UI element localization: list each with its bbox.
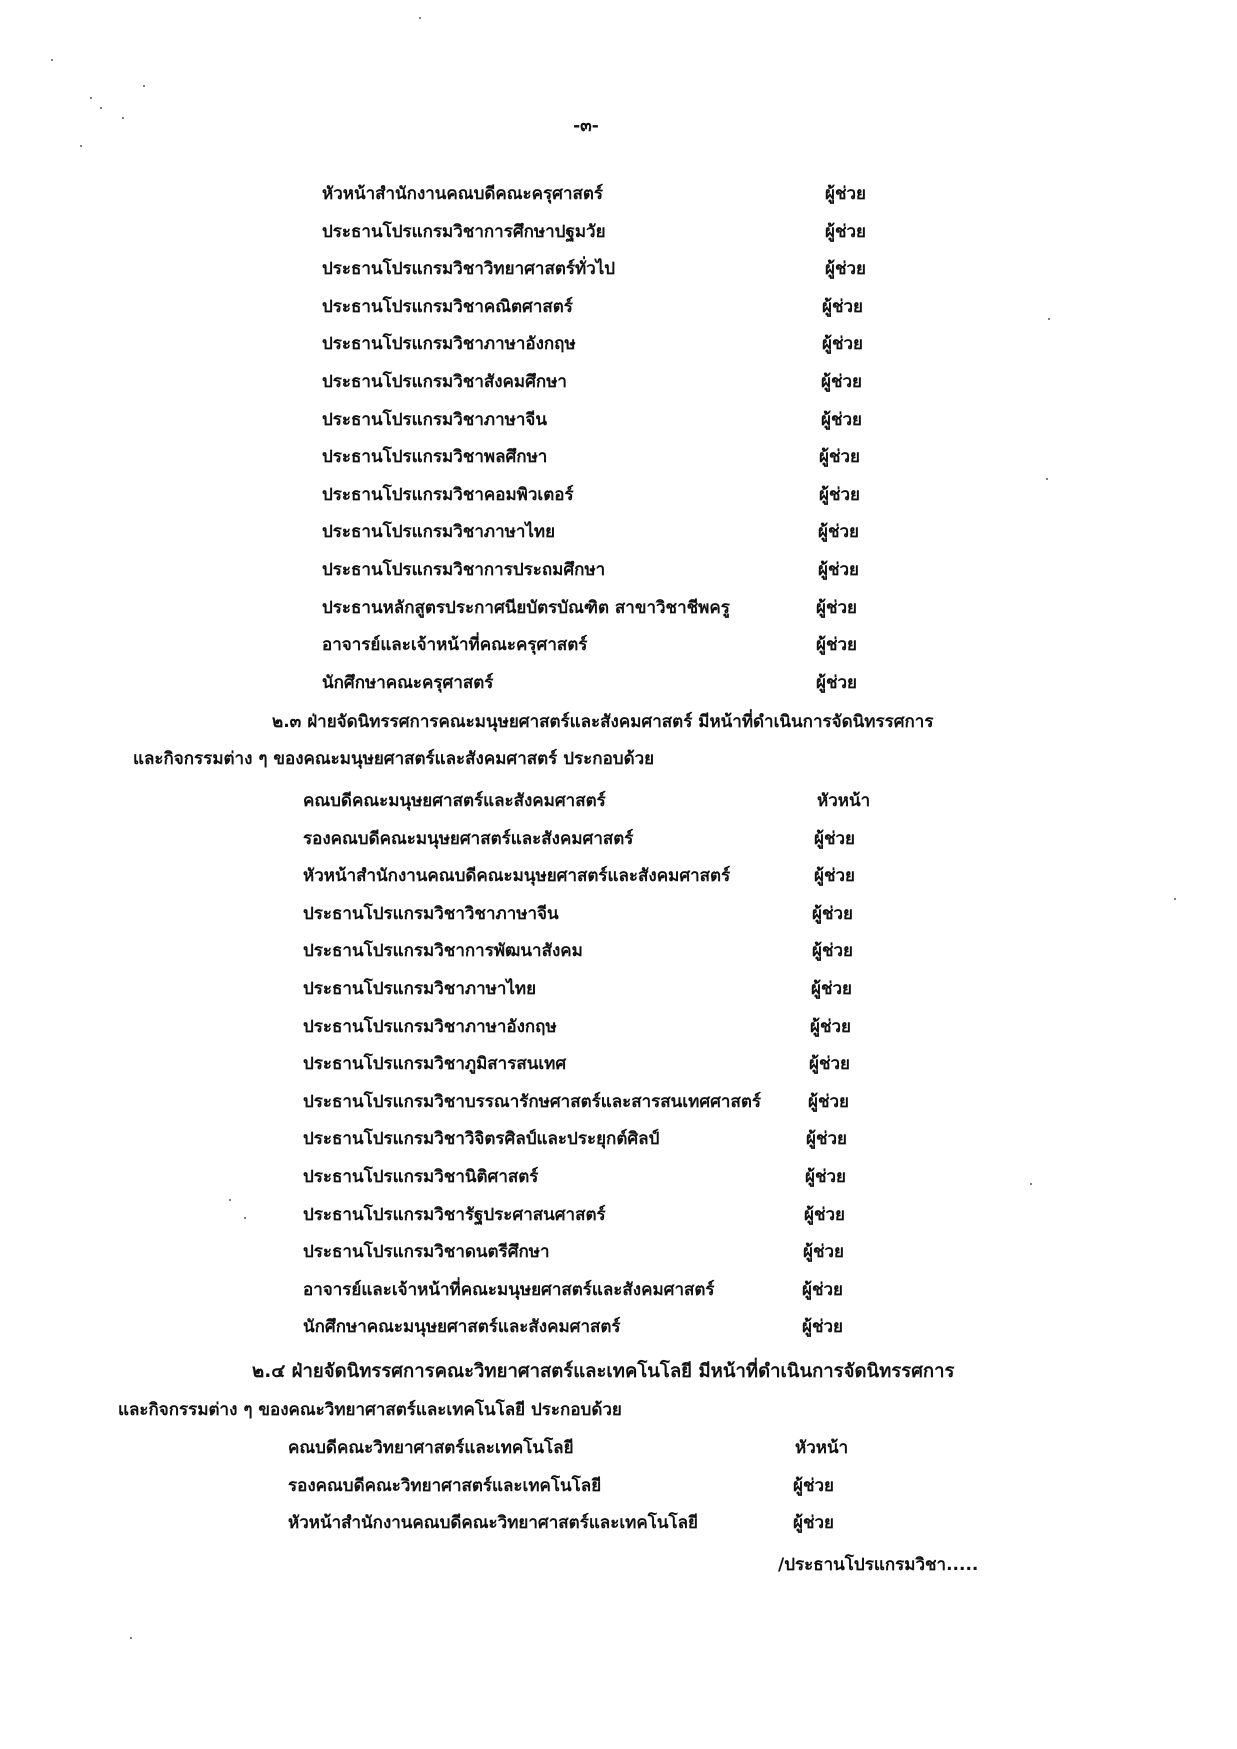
member-role: ผู้ช่วย xyxy=(803,1242,845,1263)
list-row xyxy=(322,514,882,552)
humanities-committee-list xyxy=(303,783,893,1347)
list-row xyxy=(303,1046,893,1084)
member-role: ผู้ช่วย xyxy=(818,559,860,580)
list-row xyxy=(322,214,882,252)
member-title: ประธานโปรแกรมวิชาพลศึกษา xyxy=(322,447,548,468)
member-title: อาจารย์และเจ้าหน้าที่คณะมนุษยศาสตร์และสังคมศาสตร์ xyxy=(303,1279,715,1300)
member-role: ผู้ช่วย xyxy=(814,866,856,887)
scan-speck xyxy=(51,59,53,61)
scan-speck xyxy=(80,145,82,147)
member-title: ประธานโปรแกรมวิชาการพัฒนาสังคม xyxy=(303,941,583,962)
member-role: ผู้ช่วย xyxy=(822,334,864,355)
list-row xyxy=(322,326,882,364)
member-role: ผู้ช่วย xyxy=(816,672,858,693)
member-title: ประธานโปรแกรมวิชาภาษาไทย xyxy=(303,978,537,999)
section-2-3-continuation: และกิจกรรมต่าง ๆ ของคณะมนุษยศาสตร์และสังคมศาสตร์ ประกอบด้วย xyxy=(133,749,655,769)
section-2-3-heading: ๒.๓ ฝ่ายจัดนิทรรศการคณะมนุษยศาสตร์และสังคมศาสตร์ มีหน้าที่ดำเนินการจัดนิทรรศการ xyxy=(272,712,934,732)
continuation-note: /ประธานโปรแกรมวิชา..... xyxy=(778,1555,979,1575)
member-role: ผู้ช่วย xyxy=(812,941,854,962)
list-row xyxy=(322,477,882,515)
member-role: ผู้ช่วย xyxy=(825,221,867,242)
scan-speck xyxy=(100,107,102,109)
scan-speck xyxy=(90,97,92,99)
section-2-4-heading: ๒.๔ ฝ่ายจัดนิทรรศการคณะวิทยาศาสตร์และเทคโนโลยี มีหน้าที่ดำเนินการจัดนิทรรศการ xyxy=(252,1361,955,1382)
member-role: ผู้ช่วย xyxy=(804,1204,846,1225)
member-role: ผู้ช่วย xyxy=(809,1054,851,1075)
member-title: ประธานโปรแกรมวิชาการศึกษาปฐมวัย xyxy=(322,221,606,242)
member-role: ผู้ช่วย xyxy=(819,447,861,468)
member-role: ผู้ช่วย xyxy=(825,184,867,204)
list-row xyxy=(303,1121,893,1159)
list-row xyxy=(322,627,882,665)
member-title: ประธานโปรแกรมวิชาคอมพิวเตอร์ xyxy=(322,484,574,505)
list-row xyxy=(303,933,893,971)
member-role: ผู้ช่วย xyxy=(816,635,858,656)
member-title: ประธานโปรแกรมวิชารัฐประศาสนศาสตร์ xyxy=(303,1204,606,1225)
scan-speck xyxy=(1048,318,1050,320)
member-title: ประธานโปรแกรมวิชาดนตรีศึกษา xyxy=(303,1242,550,1263)
member-title: คณบดีคณะวิทยาศาสตร์และเทคโนโลยี xyxy=(288,1438,574,1458)
scan-speck xyxy=(143,85,145,87)
member-title: รองคณบดีคณะมนุษยศาสตร์และสังคมศาสตร์ xyxy=(303,828,634,849)
member-role: ผู้ช่วย xyxy=(802,1279,844,1300)
section-2-4-continuation: และกิจกรรมต่าง ๆ ของคณะวิทยาศาสตร์และเทคโนโลยี ประกอบด้วย xyxy=(118,1400,622,1420)
member-title: ประธานหลักสูตรประกาศนียบัตรบัณฑิต สาขาวิชาชีพครู xyxy=(322,597,730,618)
member-role: ผู้ช่วย xyxy=(814,828,856,849)
list-row xyxy=(322,665,882,703)
scan-speck xyxy=(122,117,124,119)
member-role: ผู้ช่วย xyxy=(793,1513,835,1534)
member-title: คณบดีคณะมนุษยศาสตร์และสังคมศาสตร์ xyxy=(303,791,606,811)
member-title: หัวหน้าสำนักงานคณบดีคณะวิทยาศาสตร์และเทคโนโลยี xyxy=(288,1513,698,1534)
member-role: ผู้ช่วย xyxy=(808,1091,850,1112)
member-title: ประธานโปรแกรมวิชานิติศาสตร์ xyxy=(303,1166,539,1187)
scan-speck xyxy=(1174,898,1176,900)
member-title: ประธานโปรแกรมวิชาคณิตศาสตร์ xyxy=(322,296,573,317)
list-row xyxy=(322,176,882,214)
list-row xyxy=(322,552,882,590)
member-title: ประธานโปรแกรมวิชาภาษาจีน xyxy=(322,409,547,430)
member-title: ประธานโปรแกรมวิชาภาษาอังกฤษ xyxy=(322,334,576,355)
scan-speck xyxy=(244,1217,246,1219)
list-row xyxy=(303,1309,893,1347)
member-role: ผู้ช่วย xyxy=(805,1166,847,1187)
member-title: ประธานโปรแกรมวิชาวิชาภาษาจีน xyxy=(303,903,559,924)
member-role: ผู้ช่วย xyxy=(816,597,858,618)
member-title: ประธานโปรแกรมวิชาสังคมศึกษา xyxy=(322,371,567,392)
list-row xyxy=(303,821,893,859)
member-role: ผู้ช่วย xyxy=(812,903,854,924)
member-role: ผู้ช่วย xyxy=(821,371,863,392)
list-row xyxy=(303,783,893,821)
member-title: หัวหน้าสำนักงานคณบดีคณะมนุษยศาสตร์และสังคมศาสตร์ xyxy=(303,866,731,887)
list-row xyxy=(322,364,882,402)
member-title: ประธานโปรแกรมวิชาภาษาอังกฤษ xyxy=(303,1016,557,1037)
list-row xyxy=(288,1505,878,1543)
page-number: -๓- xyxy=(573,116,599,136)
list-row xyxy=(303,858,893,896)
list-row xyxy=(303,1234,893,1272)
member-title: ประธานโปรแกรมวิชาวิทยาศาสตร์ทั่วไป xyxy=(322,259,616,280)
member-role: ผู้ช่วย xyxy=(806,1129,848,1150)
member-title: ประธานโปรแกรมวิชาบรรณารักษศาสตร์และสารสนเทศศาสตร์ xyxy=(303,1091,761,1112)
member-role: หัวหน้า xyxy=(795,1438,849,1458)
member-title: หัวหน้าสำนักงานคณบดีคณะครุศาสตร์ xyxy=(322,184,604,204)
member-role: ผู้ช่วย xyxy=(810,1016,852,1037)
list-row xyxy=(303,1009,893,1047)
list-row xyxy=(322,289,882,327)
member-role: หัวหน้า xyxy=(817,791,871,811)
member-role: ผู้ช่วย xyxy=(793,1475,835,1496)
list-row xyxy=(322,251,882,289)
member-title: นักศึกษาคณะครุศาสตร์ xyxy=(322,672,494,693)
member-title: รองคณบดีคณะวิทยาศาสตร์และเทคโนโลยี xyxy=(288,1475,602,1496)
member-title: ประธานโปรแกรมวิชาการประถมศึกษา xyxy=(322,559,606,580)
member-role: ผู้ช่วย xyxy=(818,522,860,543)
member-role: ผู้ช่วย xyxy=(811,978,853,999)
member-role: ผู้ช่วย xyxy=(822,296,864,317)
member-role: ผู้ช่วย xyxy=(825,259,867,280)
member-title: ประธานโปรแกรมวิชาภาษาไทย xyxy=(322,522,556,543)
scan-speck xyxy=(1046,478,1048,480)
scan-speck xyxy=(130,1637,132,1639)
list-row xyxy=(303,1272,893,1310)
list-row xyxy=(303,1159,893,1197)
member-title: ประธานโปรแกรมวิชาภูมิสารสนเทศ xyxy=(303,1054,567,1075)
member-title: อาจารย์และเจ้าหน้าที่คณะครุศาสตร์ xyxy=(322,635,588,656)
list-row xyxy=(303,1197,893,1235)
member-title: นักศึกษาคณะมนุษยศาสตร์และสังคมศาสตร์ xyxy=(303,1317,621,1338)
scan-speck xyxy=(419,17,421,19)
scan-speck xyxy=(229,1199,231,1201)
list-row xyxy=(303,1084,893,1122)
member-role: ผู้ช่วย xyxy=(819,484,861,505)
education-committee-list xyxy=(322,176,882,702)
member-title: ประธานโปรแกรมวิชาวิจิตรศิลป์และประยุกต์ศิลป์ xyxy=(303,1129,660,1150)
list-row xyxy=(322,439,882,477)
member-role: ผู้ช่วย xyxy=(802,1317,844,1338)
scan-speck xyxy=(1030,1183,1032,1185)
list-row xyxy=(288,1430,878,1468)
list-row xyxy=(303,896,893,934)
science-committee-list xyxy=(288,1430,878,1543)
list-row xyxy=(322,590,882,628)
list-row xyxy=(303,971,893,1009)
member-role: ผู้ช่วย xyxy=(821,409,863,430)
list-row xyxy=(288,1468,878,1506)
list-row xyxy=(322,402,882,440)
